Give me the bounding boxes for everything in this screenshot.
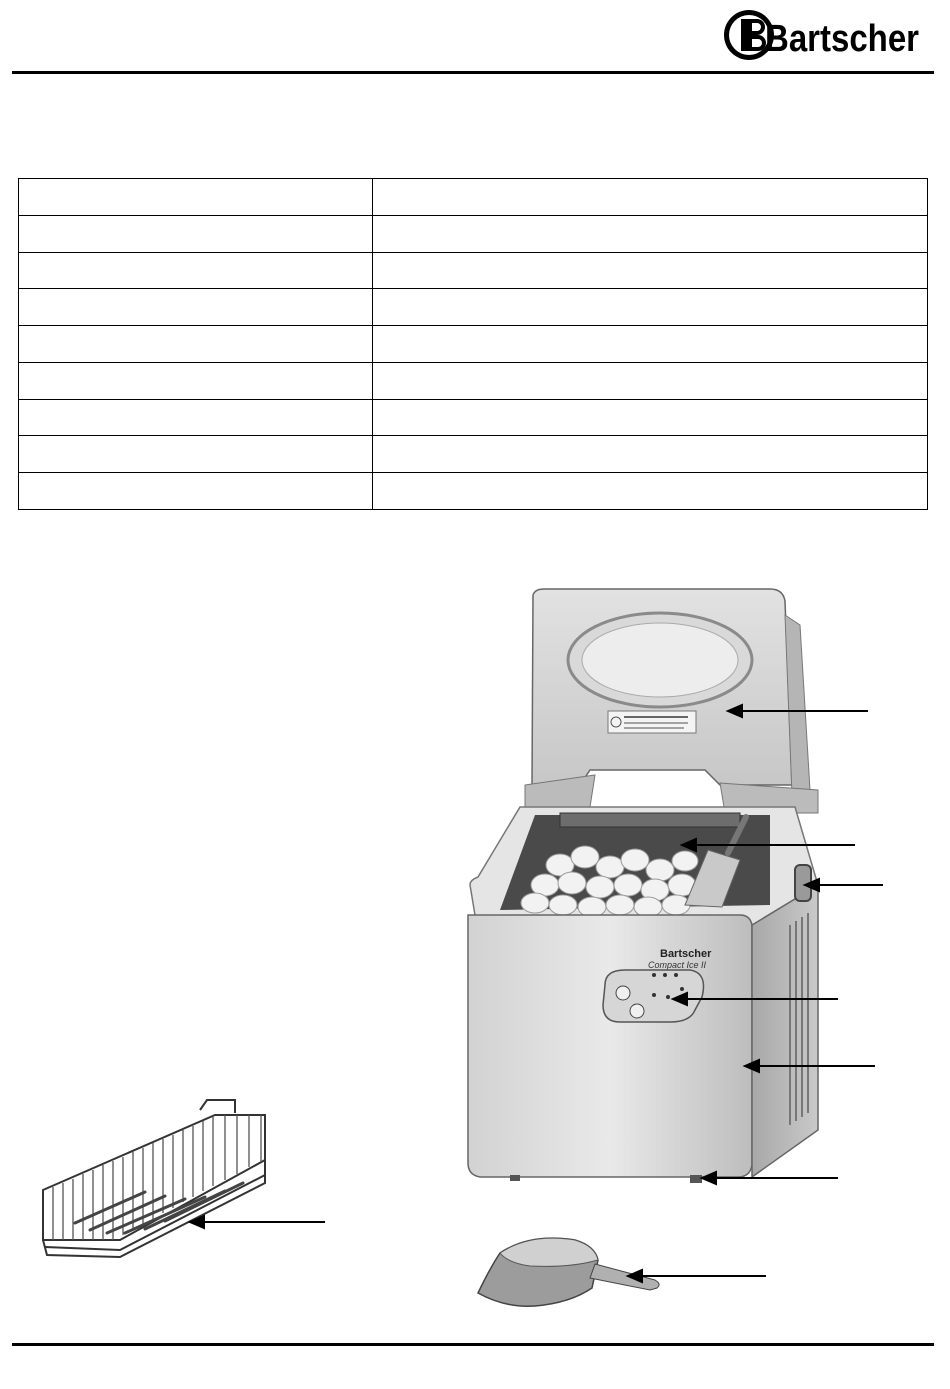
spec-value (373, 362, 928, 399)
spec-label (19, 436, 373, 473)
spec-value (373, 399, 928, 436)
ice-scoop-illustration (470, 1228, 770, 1313)
table-row (19, 362, 928, 399)
header-rule (12, 71, 934, 74)
control-panel (603, 970, 704, 1022)
callout-arrows (190, 1216, 325, 1228)
table-row (19, 252, 928, 289)
foot (690, 1175, 702, 1183)
ice-basket-illustration (35, 1095, 330, 1270)
spec-value (373, 179, 928, 216)
select-button[interactable] (616, 986, 630, 1000)
spec-value (373, 473, 928, 510)
spec-label (19, 252, 373, 289)
spec-value (373, 252, 928, 289)
spec-label (19, 326, 373, 363)
table-row (19, 473, 928, 510)
table-row (19, 179, 928, 216)
foot (510, 1175, 520, 1181)
footer-rule (12, 1343, 934, 1346)
table-row (19, 436, 928, 473)
table-row (19, 399, 928, 436)
lid (532, 589, 810, 795)
bartscher-logo (723, 6, 923, 64)
table-row (19, 215, 928, 252)
logo-wordmark: Bartscher (765, 18, 920, 60)
spec-label (19, 289, 373, 326)
evaporator-bar (560, 813, 740, 827)
spec-value (373, 326, 928, 363)
table-row (19, 289, 928, 326)
spec-label (19, 399, 373, 436)
appliance-model: Compact Ice II (648, 960, 707, 970)
table-row (19, 326, 928, 363)
ice-maker-illustration (440, 585, 900, 1205)
power-button[interactable] (630, 1004, 644, 1018)
spec-value (373, 436, 928, 473)
appliance-brand: Bartscher (660, 948, 712, 960)
spec-label (19, 215, 373, 252)
spec-label (19, 473, 373, 510)
spec-label (19, 362, 373, 399)
spec-value (373, 289, 928, 326)
spec-value (373, 215, 928, 252)
spec-table (18, 178, 928, 510)
spec-label (19, 179, 373, 216)
